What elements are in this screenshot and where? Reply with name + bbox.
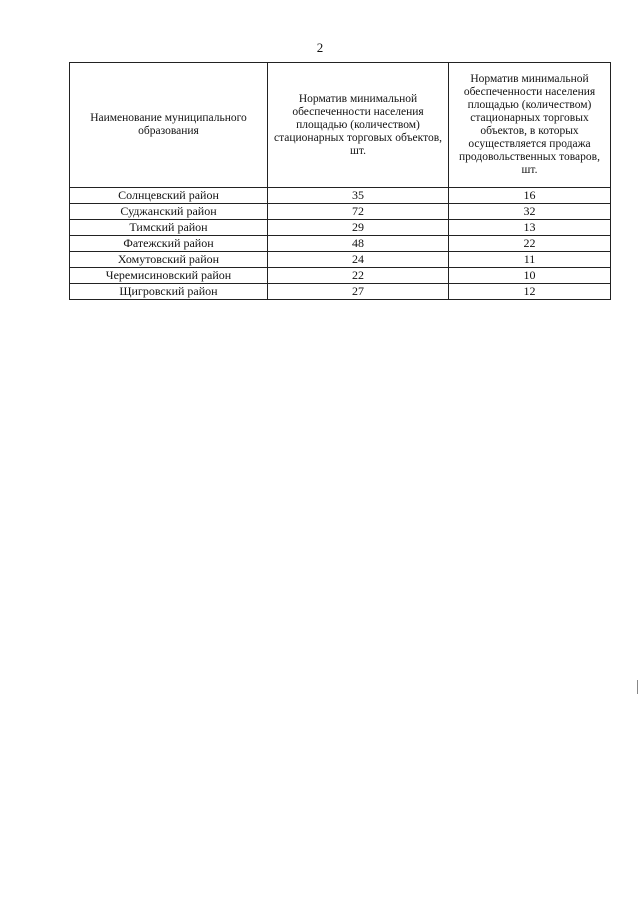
cell-total-norm: 24 <box>268 252 449 268</box>
table-header-row <box>70 63 611 188</box>
page-number: 2 <box>316 40 324 55</box>
cell-municipality: Черемисиновский район <box>70 268 268 284</box>
cell-total-norm: 22 <box>268 268 449 284</box>
table-row <box>70 204 611 220</box>
cell-total-norm: 29 <box>268 220 449 236</box>
table-row <box>70 252 611 268</box>
cell-food-norm: 10 <box>449 268 611 284</box>
cell-municipality: Фатежский район <box>70 236 268 252</box>
cell-food-norm: 22 <box>449 236 611 252</box>
cell-food-norm: 11 <box>449 252 611 268</box>
cell-municipality: Хомутовский район <box>70 252 268 268</box>
cell-total-norm: 72 <box>268 204 449 220</box>
cell-municipality: Суджанский район <box>70 204 268 220</box>
cell-municipality: Тимский район <box>70 220 268 236</box>
cell-food-norm: 12 <box>449 284 611 300</box>
cell-municipality: Щигровский район <box>70 284 268 300</box>
table-row <box>70 268 611 284</box>
header-total-norm: Норматив минимальной обеспеченности населения площадью (количеством) стационарных торговых объектов, шт. <box>268 63 449 188</box>
table-row <box>70 236 611 252</box>
table-row <box>70 220 611 236</box>
cell-total-norm: 27 <box>268 284 449 300</box>
cell-food-norm: 16 <box>449 188 611 204</box>
table-row <box>70 188 611 204</box>
cell-municipality: Солнцевский район <box>70 188 268 204</box>
cell-total-norm: 35 <box>268 188 449 204</box>
cell-total-norm: 48 <box>268 236 449 252</box>
cell-food-norm: 13 <box>449 220 611 236</box>
header-food-norm: Норматив минимальной обеспеченности населения площадью (количеством) стационарных торговых объектов, в которых осуществляется продажа продовольственных товаров, шт. <box>449 63 611 188</box>
header-municipality: Наименование муниципального образования <box>70 63 268 188</box>
norms-table <box>69 62 611 300</box>
table-row <box>70 284 611 300</box>
cell-food-norm: 32 <box>449 204 611 220</box>
scan-edge-mark <box>637 680 638 694</box>
